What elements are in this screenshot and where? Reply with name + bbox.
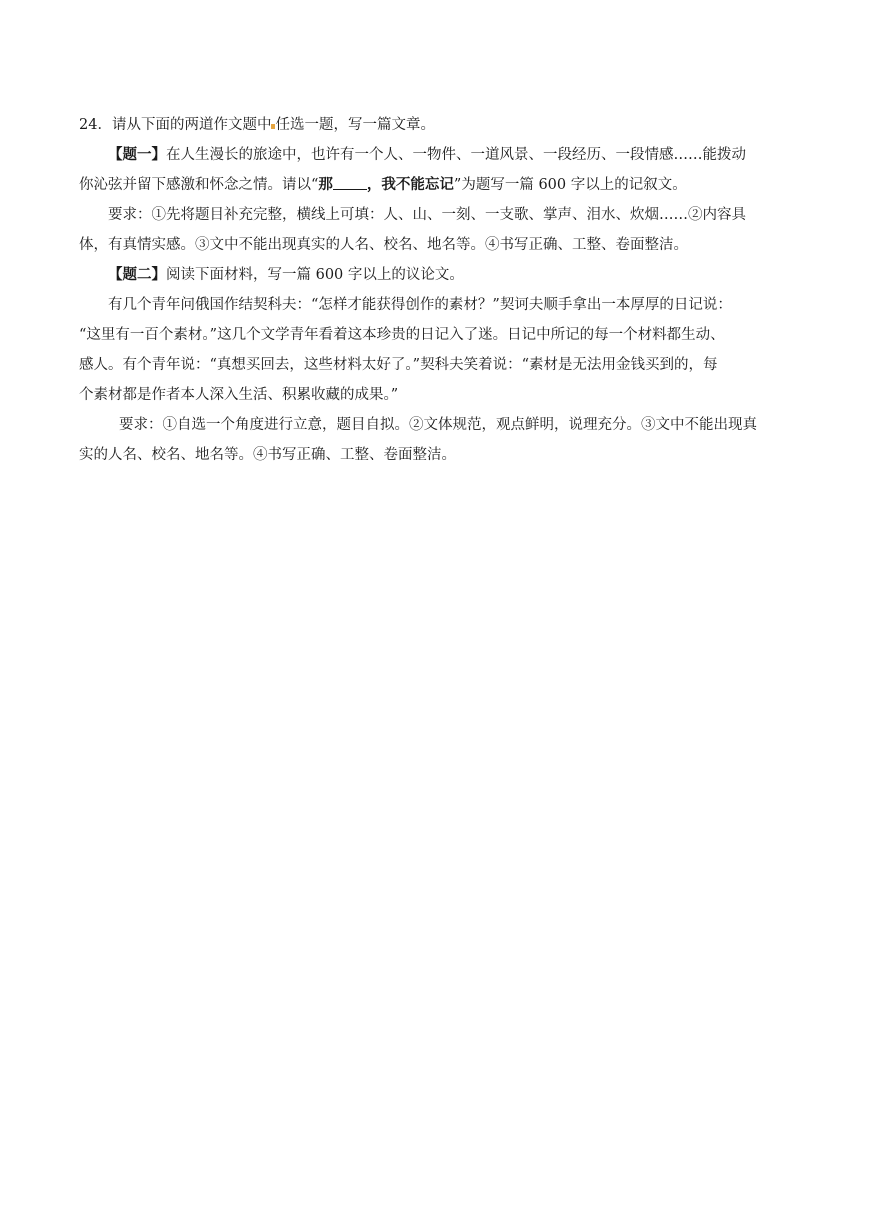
topic1-title-part-a: 那 — [318, 176, 333, 193]
material-line3: 感人。有个青年说：“真想买回去，这些材料太好了。”契科夫笑着说：“素材是无法用金钱买到的，每 — [79, 357, 718, 373]
material-line1: 有几个青年问俄国作结契科夫：“怎样才能获得创作的素材？”契诃夫顺手拿出一本厚厚的日记说： — [108, 297, 732, 313]
question-intro-text-a: 24．请从下面的两道作文题中 — [79, 117, 272, 133]
topic1-requirements-line2: 体，有真情实感。③文中不能出现真实的人名、校名、地名等。④书写正确、工整、卷面整洁。 — [79, 237, 688, 253]
topic2-heading — [79, 262, 791, 288]
question-intro — [79, 112, 791, 138]
topic1-line2-text-a: 你沁弦并留下感激和怀念之情。请以“ — [79, 177, 319, 193]
material-line4: 个素材都是作者本人深入生活、积累收藏的成果。” — [79, 387, 399, 403]
topic1-line1 — [79, 142, 791, 168]
topic1-line2-text-b: ”为题写一篇 600 字以上的记叙文。 — [453, 177, 687, 193]
topic1-tag: 【题一】 — [108, 146, 166, 163]
topic1-line1-text: 在人生漫长的旅途中，也许有一个人、一物件、一道风景、一段经历、一段情感……能拨动 — [166, 147, 746, 163]
topic1-title-part-b: ，我不能忘记 — [366, 176, 454, 193]
topic2-requirements-line1: 要求：①自选一个角度进行立意，题目自拟。②文体规范，观点鲜明，说理充分。③文中不能出现真 — [119, 417, 757, 433]
material-line2: “这里有一百个素材。”这几个文学青年看着这本珍贵的日记入了迷。日记中所记的每一个材料都生动、 — [79, 327, 725, 343]
document-body — [79, 112, 791, 468]
question-intro-text-b: 任选一题，写一篇文章。 — [275, 117, 435, 133]
topic2-requirements-line2: 实的人名、校名、地名等。④书写正确、工整、卷面整洁。 — [79, 447, 456, 463]
topic1-line2 — [79, 172, 791, 198]
title-blank-line — [333, 175, 367, 190]
topic1-requirements-line1: 要求：①先将题目补充完整，横线上可填：人、山、一刻、一支歌、掌声、泪水、炊烟……②内容具 — [108, 207, 746, 223]
topic2-tag: 【题二】 — [108, 266, 166, 283]
topic2-heading-text: 阅读下面材料，写一篇 600 字以上的议论文。 — [166, 267, 464, 283]
